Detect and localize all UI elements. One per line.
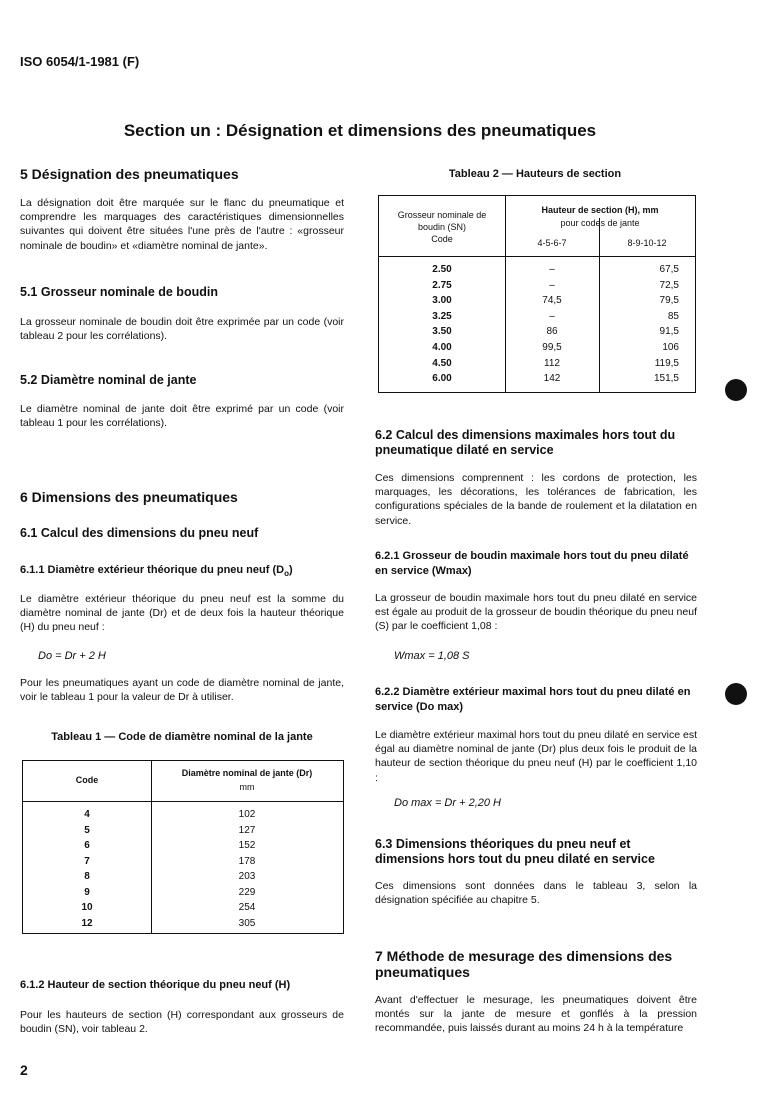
para-6-2: Ces dimensions comprennent : les cordons de protection, les marquages, les décorations, les tolérances de fabrication, les configurations spéciales de la bande de roulement et la dilatation en service. (375, 472, 697, 527)
page-number: 2 (20, 1062, 28, 1078)
table2-col-size-l3: Code (431, 234, 453, 244)
para-6-1-1: Le diamètre extérieur théorique du pneu neuf est la somme du diamètre nominal de jante (Dr) et de deux fois la hauteur théorique (H) du pneu neuf : (20, 593, 344, 634)
table2-value-cell-small-rim: – (549, 279, 555, 291)
table1-code-cell: 10 (81, 902, 93, 913)
table2-value-cell-large-rim: 106 (662, 342, 679, 353)
table2-value-cell-small-rim: – (549, 264, 555, 275)
table2-value-cell-large-rim: 151,5 (653, 373, 679, 385)
document-id: ISO 6054/1-1981 (F) (20, 54, 140, 69)
heading-5-1: 5.1 Grosseur nominale de boudin (20, 285, 218, 299)
table2-sub-col-1: 4-5-6-7 (537, 238, 567, 248)
table2-code-cell: 4.50 (432, 357, 452, 369)
table1-diameter-cell: 305 (238, 917, 256, 929)
table1-diameter-cell: 152 (238, 840, 256, 851)
table1-col-diameter: Diamètre nominal de jante (Dr) (181, 768, 313, 778)
heading-5: 5 Désignation des pneumatiques (20, 166, 239, 182)
table2-col-size-l1: Grosseur nominale de (397, 210, 487, 220)
table2-col-size-l2: boudin (SN) (417, 222, 467, 232)
table2-value-cell-small-rim: 112 (544, 357, 560, 369)
table1-diameter-cell: 127 (238, 824, 256, 836)
equation-do: Do = Dr + 2 H (38, 650, 106, 662)
table1-code-cell: 8 (84, 871, 90, 882)
table1-caption: Tableau 1 — Code de diamètre nominal de la jante (51, 731, 313, 743)
table2-code-cell: 6.00 (432, 373, 452, 385)
table1 (22, 760, 344, 934)
table1-code-cell: 4 (84, 809, 90, 820)
equation-domax: Do max = Dr + 2,20 H (394, 797, 501, 809)
table1-diameter-cell: 178 (238, 855, 256, 867)
para-6-1-1-b: Pour les pneumatiques ayant un code de diamètre nominal de jante, voir le tableau 1 pour la valeur de Dr à utiliser. (20, 677, 344, 704)
heading-7: 7 Méthode de mesurage des dimensions des pneumatiques (375, 948, 673, 980)
table1-diameter-cell: 102 (238, 809, 256, 820)
table2-code-cell: 2.75 (432, 279, 452, 291)
table1-diameter-cell: 254 (238, 902, 256, 913)
table2-caption: Tableau 2 — Hauteurs de section (448, 168, 622, 180)
table1-diameter-cell: 203 (238, 871, 256, 882)
table1-code-cell: 6 (84, 840, 90, 851)
margin-dot (725, 379, 747, 401)
table2-value-cell-large-rim: 79,5 (659, 295, 679, 307)
equation-wmax: Wmax = 1,08 S (394, 650, 470, 662)
heading-6-1-1: 6.1.1 Diamètre extérieur théorique du pneu neuf $(D_o)$ (20, 564, 293, 579)
para-7: Avant d'effectuer le mesurage, les pneumatiques doivent être montés sur la jante de mesure et gonflés à la pression recommandée, puis laissés durant au moins 24 h à la température (375, 994, 697, 1035)
para-5-2: Le diamètre nominal de jante doit être exprimé par un code (voir tableau 1 pour les corrélations). (20, 403, 344, 430)
para-6-2-1: La grosseur de boudin maximale hors tout du pneu dilaté en service est égale au produit de la grosseur de boudin théorique du pneu neuf (S) par le coefficient 1,08 : (375, 592, 697, 633)
heading-6-2-2: 6.2.2 Diamètre extérieur maximal hors tout du pneu dilaté en service (Do max) (375, 686, 691, 713)
heading-6-3: 6.3 Dimensions théoriques du pneu neuf et dimensions hors tout du pneu dilaté en service (375, 837, 655, 866)
margin-dot (725, 683, 747, 705)
table2-code-cell: 4.00 (432, 342, 452, 353)
table2-value-cell-large-rim: 85 (667, 310, 679, 322)
section-title: Section un : Désignation et dimensions des pneumatiques (123, 121, 597, 140)
table2-value-cell-small-rim: 74,5 (542, 295, 562, 307)
table1-code-cell: 5 (84, 824, 90, 836)
para-6-2-2: Le diamètre extérieur maximal hors tout du pneu dilaté en service est égal au diamètre nominal de jante (Dr) plus deux fois le produit de la hauteur de section théorique du pneu neuf (H) par le coefficient 1,10 : (375, 729, 697, 784)
table1-col-unit: mm (239, 782, 255, 792)
heading-5-2: 5.2 Diamètre nominal de jante (20, 373, 197, 387)
table1-code-cell: 9 (84, 886, 90, 898)
heading-6-1-2: 6.1.2 Hauteur de section théorique du pneu neuf (H) (20, 979, 291, 991)
table2-value-cell-large-rim: 67,5 (659, 264, 679, 275)
table2-code-cell: 3.25 (432, 310, 452, 322)
table2-code-cell: 2.50 (432, 264, 452, 275)
table2 (378, 195, 696, 393)
heading-6-2: 6.2 Calcul des dimensions maximales hors tout du pneumatique dilaté en service (375, 428, 676, 457)
para-5-1: La grosseur nominale de boudin doit être exprimée par un code (voir tableau 2 pour les corrélations). (20, 316, 344, 343)
table2-value-cell-large-rim: 72,5 (659, 279, 679, 291)
table1-code-cell: 12 (81, 917, 93, 929)
heading-6-1: 6.1 Calcul des dimensions du pneu neuf (20, 526, 259, 540)
table2-value-cell-large-rim: 119,5 (654, 357, 679, 369)
table2-value-cell-large-rim: 91,5 (659, 326, 679, 338)
para-5: La désignation doit être marquée sur le flanc du pneumatique et comprendre les marquages des caractéristiques dimensionnelles suivantes qui doivent être situées l'une près de l'autre : «grosseur nominale de boudin» et «diamètre nominal de jante». (20, 197, 344, 252)
table2-value-cell-small-rim: 99,5 (542, 342, 562, 353)
table1-diameter-cell: 229 (238, 886, 256, 898)
table2-value-cell-small-rim: – (549, 310, 555, 322)
heading-6-2-1: 6.2.1 Grosseur de boudin maximale hors tout du pneu dilaté en service (Wmax) (375, 550, 689, 577)
table2-value-cell-small-rim: 142 (543, 373, 561, 385)
table2-sub-col-2: 8-9-10-12 (627, 238, 667, 248)
table2-code-cell: 3.00 (432, 295, 452, 307)
table2-group-l1: Hauteur de section (H), mm (541, 205, 659, 215)
table2-group-l2: pour codes de jante (560, 218, 640, 228)
table1-col-code: Code (75, 775, 99, 785)
heading-6: 6 Dimensions des pneumatiques (20, 489, 238, 505)
para-6-3: Ces dimensions sont données dans le tableau 3, selon la désignation spécifiée au chapitre 5. (375, 880, 697, 907)
table1-code-cell: 7 (84, 855, 90, 867)
para-6-1-2: Pour les hauteurs de section (H) correspondant aux grosseurs de boudin (SN), voir tableau 2. (20, 1009, 344, 1036)
table2-value-cell-small-rim: 86 (546, 326, 558, 338)
table2-code-cell: 3.50 (432, 326, 452, 338)
